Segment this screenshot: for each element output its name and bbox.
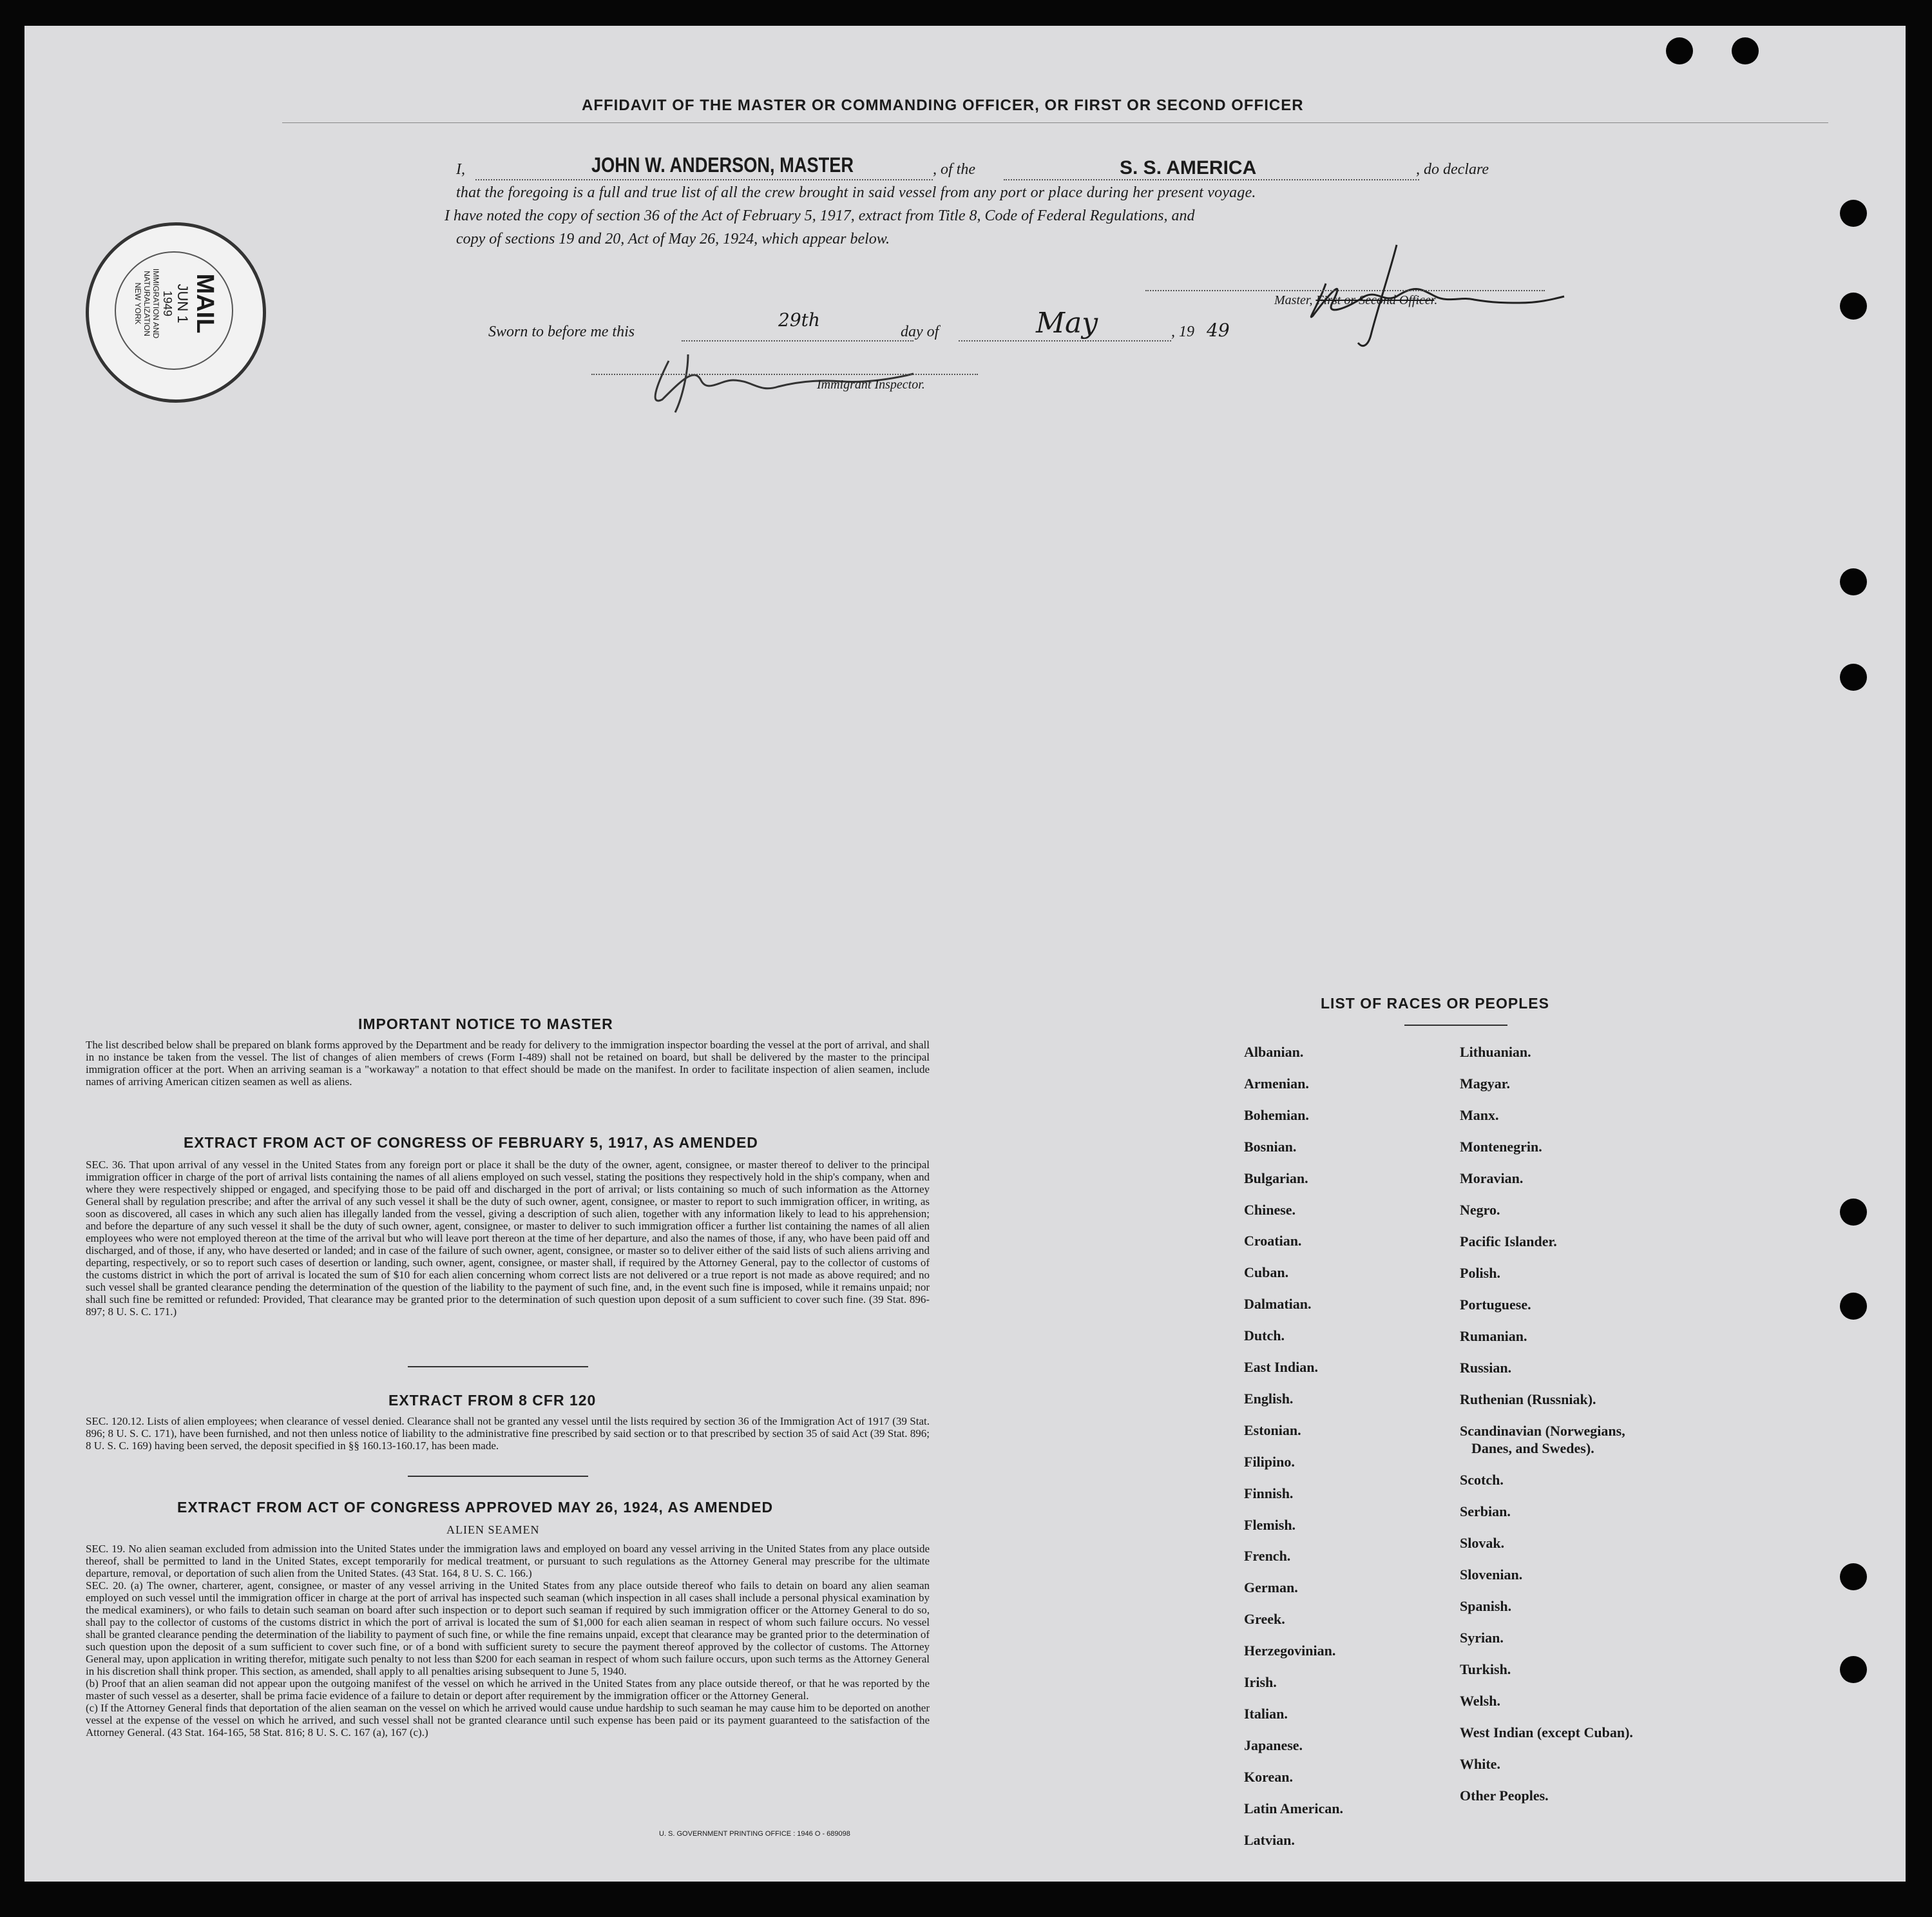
sworn-year: 49: [1207, 320, 1230, 341]
punch-hole: [1840, 664, 1867, 691]
section-19-text: SEC. 19. No alien seaman excluded from admission into the United States under the immigration laws and employed on board any vessel arriving in the United States from any place outside thereof, shall be permitted to land in the United States, except temporarily for medical treatment, or pursuant to such regulations as the Attorney General may prescribe for the ultimate departure, removal, or deportation of such alien from the United States. (43 Stat. 164, 8 U. S. C. 166.): [86, 1543, 930, 1579]
race-item: French.: [1244, 1548, 1291, 1565]
race-item: Cuban.: [1244, 1264, 1289, 1281]
document-sheet: [24, 26, 1906, 1882]
i-label: I,: [456, 161, 465, 178]
race-item: Slovenian.: [1460, 1566, 1523, 1583]
races-left-column: [1244, 1044, 1437, 1882]
race-item: Slovak.: [1460, 1535, 1505, 1551]
race-item: Rumanian.: [1460, 1328, 1527, 1344]
race-item: Scandinavian (Norwegians,: [1460, 1423, 1625, 1439]
races-title-rule: [1404, 1025, 1507, 1026]
extract-separator-2: [408, 1476, 588, 1477]
race-item: Bulgarian.: [1244, 1170, 1308, 1186]
race-item: Moravian.: [1460, 1170, 1524, 1186]
race-item: Japanese.: [1244, 1737, 1303, 1753]
race-item: Latvian.: [1244, 1831, 1295, 1848]
declaration-line-2: I have noted the copy of section 36 of the Act of February 5, 1917, extract from Title 8, Code of Federal Regulations, and: [445, 207, 1195, 224]
day-of-label: day of: [901, 323, 939, 340]
race-item: Chinese.: [1244, 1201, 1296, 1218]
stamp-mail: MAIL: [191, 273, 218, 334]
race-item: Estonian.: [1244, 1421, 1301, 1438]
race-item: Irish.: [1244, 1674, 1277, 1690]
race-item: Serbian.: [1460, 1503, 1511, 1519]
stamp-city: NEW YORK: [133, 282, 142, 325]
extract-1924-title: EXTRACT FROM ACT OF CONGRESS APPROVED MAY 26, 1924, AS AMENDED: [177, 1499, 774, 1516]
extract-1924-body: [86, 1543, 930, 1739]
race-item: Lithuanian.: [1460, 1044, 1531, 1060]
sworn-month: May: [1036, 307, 1098, 340]
extract-cfr-title: EXTRACT FROM 8 CFR 120: [388, 1392, 597, 1409]
stamp-text-block: [133, 246, 218, 361]
race-item: Korean.: [1244, 1768, 1293, 1785]
race-item: Bohemian.: [1244, 1106, 1309, 1123]
race-item: Danes, and Swedes).: [1471, 1440, 1594, 1456]
vessel-line: [1004, 179, 1419, 180]
race-item: Italian.: [1244, 1705, 1288, 1722]
of-the-label: , of the: [933, 161, 975, 178]
extract-1924-subtitle: ALIEN SEAMEN: [446, 1523, 540, 1536]
year-prefix: , 19: [1171, 323, 1194, 340]
race-item: Croatian.: [1244, 1233, 1302, 1249]
stamp-year: 1949: [161, 290, 174, 317]
stamp-date: JUN 1: [175, 284, 191, 323]
race-item: Portuguese.: [1460, 1296, 1531, 1313]
section-20b-text: (b) Proof that an alien seaman did not appear upon the outgoing manifest of the vessel on which he arrived in the United States from any place outside thereof, or that he was reported by the master of such vessel as a deserter, shall be prima facie evidence of a failure to detain or deport after requirement by the immigration officer or the Attorney General.: [86, 1677, 930, 1702]
month-line: [959, 340, 1171, 342]
struck-officer-text: First or Second Officer: [1315, 293, 1435, 307]
race-item: Welsh.: [1460, 1693, 1500, 1709]
inspector-label: Immigrant Inspector.: [817, 378, 925, 392]
header-rule: [282, 122, 1828, 123]
race-item: Russian.: [1460, 1360, 1512, 1376]
punch-hole: [1840, 568, 1867, 595]
mail-stamp: [86, 222, 266, 403]
races-title: LIST OF RACES OR PEOPLES: [1321, 995, 1549, 1012]
race-item: Manx.: [1460, 1107, 1499, 1123]
race-item: Scotch.: [1460, 1472, 1504, 1488]
race-item: Flemish.: [1244, 1516, 1296, 1533]
declaration-line-1: that the foregoing is a full and true list of all the crew brought in said vessel from any port or place during her present voyage.: [456, 184, 1256, 201]
affidavit-title: AFFIDAVIT OF THE MASTER OR COMMANDING OFFICER, OR FIRST OR SECOND OFFICER: [582, 97, 1304, 114]
punch-hole: [1840, 1199, 1867, 1226]
do-declare-label: , do declare: [1416, 161, 1489, 178]
extract-1917-body: SEC. 36. That upon arrival of any vessel in the United States from any foreign port or place it shall be the duty of the owner, agent, consignee, or master thereof to deliver to the principal immigration officer in charge of the port of arrival lists containing the names of all aliens employed on such vessel, stating the positions they respectively hold in the ship's company, when and where they were respectively shipped or engaged, and specifying those to be paid off and discharged in the port of arrival; or lists containing so much of such information as the Attorney General shall by regulation prescribe; and after the arrival of any such vessel it shall be the duty of such owner, agent, consignee, or master to report to such immigration officer, in writing, as soon as discovered, all cases in which any such alien has illegally landed from the vessel, giving a description of such alien, together with any information likely to lead to his apprehension; and before the departure of any such vessel it shall be the duty of such owner, agent, consignee, or master to deliver to such immigration officer a further list containing the names of all alien employees who were not employed thereon at the time of the arrival but who will leave port thereon at the time of her departure, and also the names of those, if any, who have been paid off and discharged, and of those, if any, who have deserted or landed; and in case of the failure of such owner, agent, consignee, or master so to deliver either of the said lists of such aliens arriving and departing, respectively, or so to report such cases of desertion or landing, such owner, agent, consignee, or master shall, if required by the Attorney General, pay to the collector of customs of the customs district in which the port of arrival is located the sum of $10 for each alien concerning whom correct lists are not delivered or a true report is not made as above required; and no such vessel shall be granted clearance pending the determination of the question of the liability to the payment of such fine, and, in the event such fine is imposed, while it remains unpaid; nor shall such fine be remitted or refunded: Provided, That clearance may be granted prior to the determination of such question upon deposit of a sum sufficient to cover such fine. (39 Stat. 896-897; 8 U. S. C. 171.): [86, 1159, 930, 1318]
declarant-name: JOHN W. ANDERSON, MASTER: [591, 153, 854, 177]
race-item: German.: [1244, 1579, 1298, 1596]
race-item: West Indian (except Cuban).: [1460, 1724, 1633, 1740]
stamp-agency-2: NATURALIZATION: [142, 271, 151, 336]
master-signature: [1248, 206, 1583, 354]
race-item: Filipino.: [1244, 1453, 1295, 1470]
section-20c-text: (c) If the Attorney General finds that deportation of the alien seaman on the vessel on which he arrived would cause undue hardship to such seaman he may cause him to be deported on another vessel at the expense of the vessel on which he arrived, and such vessel shall not be granted clearance until such expense has been paid or its payment guaranteed to the satisfaction of the Attorney General. (43 Stat. 164-165, 58 Stat. 816; 8 U. S. C. 167 (a), 167 (c).): [86, 1702, 930, 1739]
race-item: English.: [1244, 1390, 1294, 1407]
race-item: Finnish.: [1244, 1485, 1294, 1501]
sworn-label: Sworn to before me this: [488, 323, 635, 340]
race-item: Magyar.: [1460, 1075, 1511, 1092]
race-item: Spanish.: [1460, 1598, 1512, 1614]
printer-imprint: U. S. GOVERNMENT PRINTING OFFICE : 1946 O - 689098: [659, 1830, 850, 1838]
race-item: White.: [1460, 1756, 1500, 1772]
section-20a-text: SEC. 20. (a) The owner, charterer, agent, consignee, or master of any vessel arriving in the United States from any place outside thereof who fails to detain on board any alien seaman employed on such vessel until the immigration officer in charge at the port of arrival has inspected such seaman (which inspection in all cases shall include a personal physical examination by the medical examiners), or who fails to detain such seaman on board after such inspection or to deport such seaman if required by such immigration officer or the Attorney General to do so, shall pay to the collector of customs of the customs district in which the port of arrival is located the sum of $1,000 for each alien seaman in respect of whom such failure occurs. No vessel shall be granted clearance pending the determination of the liability to payment of such fine, or while the fine remains unpaid, except that clearance may be granted prior to the determination of such question upon the deposit of a sum sufficient to cover such fine, or of a bond with sufficient surety to secure the payment thereof approved by the collector of customs. The Attorney General may, upon application in writing therefor, mitigate such penalty to not less than $200 for each seaman in respect of whom such failure occurs, upon such terms as the Attorney General in his discretion shall think proper. This section, as amended, shall apply to all penalties arising subsequent to June 5, 1940.: [86, 1579, 930, 1677]
punch-hole: [1840, 1293, 1867, 1320]
declarant-line: [475, 179, 933, 180]
race-item: Montenegrin.: [1460, 1139, 1542, 1155]
punch-hole: [1840, 200, 1867, 227]
race-item: Negro.: [1460, 1202, 1500, 1218]
race-item: Herzegovinian.: [1244, 1642, 1336, 1659]
race-item: Turkish.: [1460, 1661, 1511, 1677]
race-item: Latin American.: [1244, 1800, 1343, 1816]
punch-hole: [1732, 37, 1759, 64]
race-item: Bosnian.: [1244, 1138, 1297, 1155]
race-item: Armenian.: [1244, 1075, 1309, 1092]
extract-1917-title: EXTRACT FROM ACT OF CONGRESS OF FEBRUARY 5, 1917, AS AMENDED: [184, 1134, 758, 1151]
extract-cfr-body: SEC. 120.12. Lists of alien employees; when clearance of vessel denied. Clearance shall not be granted any vessel until the lists required by section 36 of the Immigration Act of 1917 (39 Stat. 896; 8 U. S. C. 171), have been furnished, and not then unless notice of liability to the administrative fine prescribed by said section or to that prescribed by section 35 of said Act (39 Stat. 896; 8 U. S. C. 169) having been served, the deposit specified in §§ 160.13-160.17, has been made.: [86, 1415, 930, 1452]
race-item: Dalmatian.: [1244, 1296, 1312, 1313]
master-line: [1145, 290, 1545, 291]
race-item: Polish.: [1460, 1265, 1500, 1281]
stamp-agency-1: IMMIGRATION AND: [151, 268, 160, 339]
master-label: Master, First or Second Officer.: [1274, 293, 1438, 307]
races-right-column: [1460, 1044, 1672, 1882]
race-item: Ruthenian (Russniak).: [1460, 1391, 1596, 1407]
inspector-line: [591, 374, 978, 375]
sworn-day: 29th: [778, 309, 820, 331]
race-item: Syrian.: [1460, 1630, 1504, 1646]
notice-body: The list described below shall be prepared on blank forms approved by the Department and be ready for delivery to the immigration inspector boarding the vessel at the port of arrival, and shall in no instance be taken from the vessel. The list of changes of alien members of crews (Form I-489) shall not be retained on board, but shall be delivered by the master to the principal immigration officer at the port. When an arriving seaman is a "workaway" a notation to that effect should be made on the manifest. In order to facilitate inspection of alien seamen, include names of arriving American citizen seamen as well as aliens.: [86, 1039, 930, 1088]
race-item: Albanian.: [1244, 1044, 1304, 1060]
race-item: Other Peoples.: [1460, 1787, 1549, 1804]
master-text: Master,: [1274, 293, 1313, 307]
race-item: Dutch.: [1244, 1327, 1285, 1344]
vessel-name: S. S. AMERICA: [1120, 157, 1257, 178]
punch-hole: [1666, 37, 1693, 64]
punch-hole: [1840, 293, 1867, 320]
race-item: Pacific Islander.: [1460, 1233, 1557, 1249]
race-item: Greek.: [1244, 1611, 1285, 1628]
punch-hole: [1840, 1656, 1867, 1683]
notice-title: IMPORTANT NOTICE TO MASTER: [358, 1016, 613, 1032]
punch-hole: [1840, 1563, 1867, 1590]
extract-separator-1: [408, 1366, 588, 1367]
race-item: East Indian.: [1244, 1359, 1318, 1375]
declaration-line-3: copy of sections 19 and 20, Act of May 26, 1924, which appear below.: [456, 231, 890, 247]
